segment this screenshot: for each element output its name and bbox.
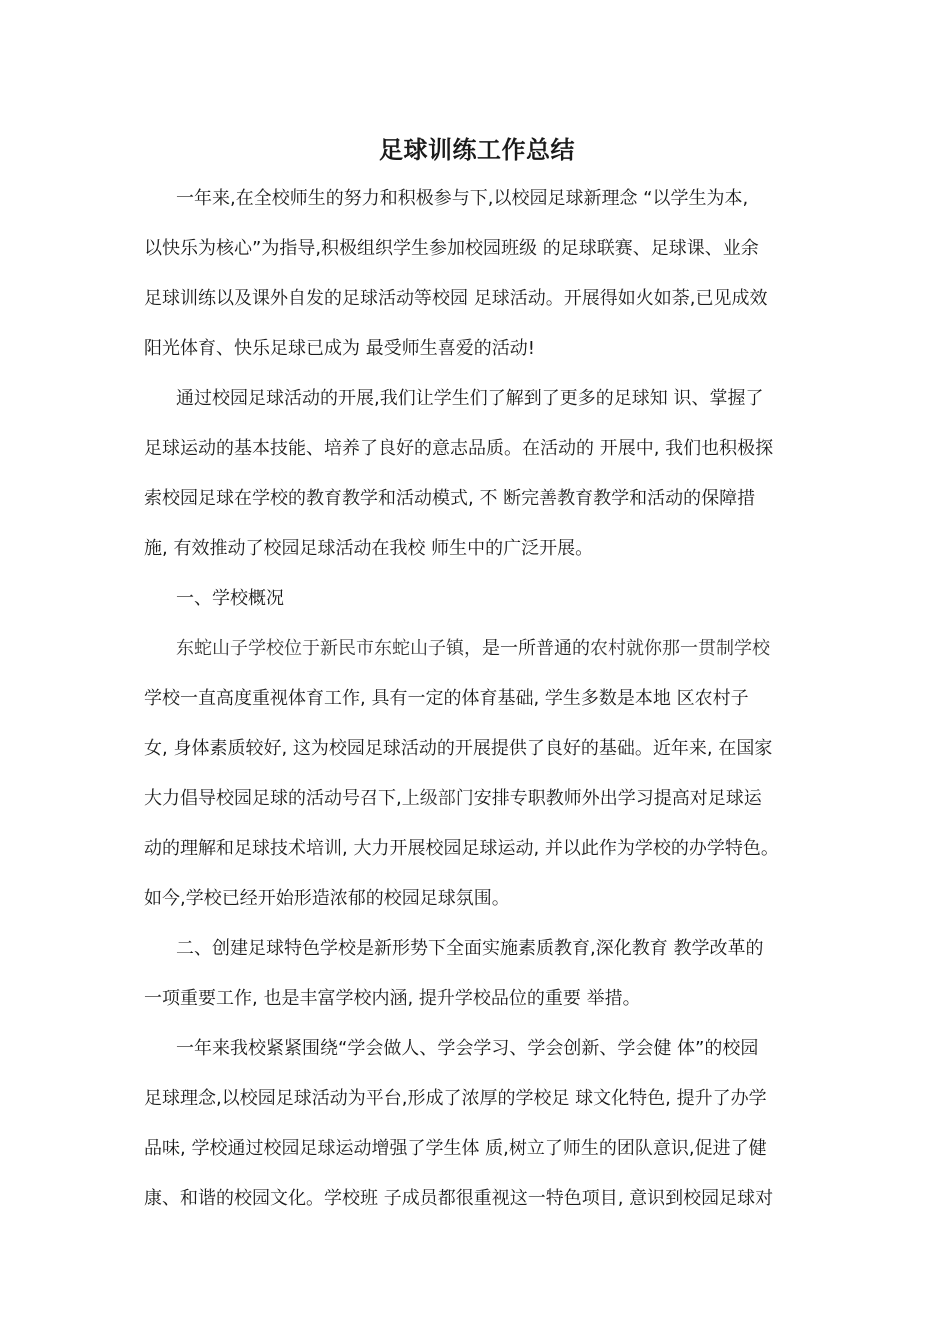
section-heading: 一、学校概况 [176, 588, 284, 609]
document-title: 足球训练工作总结 [379, 136, 575, 164]
paragraph-line: 品味, 学校通过校园足球运动增强了学生体 质,树立了师生的团队意识,促进了健 [144, 1138, 767, 1159]
section-heading-school-overview [144, 574, 810, 624]
text-run: 大力倡导校园足球的活动号召下, [144, 788, 402, 809]
text-run: 安排专职教师外出学习提高对足球运 [473, 788, 762, 809]
document-page [144, 128, 810, 1224]
text-run: 农村就你那一贯制学校 [590, 638, 770, 659]
paragraph-intro [144, 174, 810, 374]
paragraph-activities [144, 374, 810, 574]
paragraph-line: 通过校园足球活动的开展,我们让学生们了解到了更多的足球知 识、掌握了 [176, 388, 764, 409]
paragraph-line: 康、和谐的校园文化。学校班 子成员都很重视这一特色项目, 意识到校园足球对 [144, 1188, 774, 1209]
paragraph-line: 一项重要工作, 也是丰富学校内涵, 提升学校品位的重要 举措。 [144, 988, 641, 1009]
paragraph-line: 足球理念,以校园足球活动为平台,形成了浓厚的学校足 球文化特色, 提升了办学 [144, 1088, 767, 1109]
paragraph-line: 足球运动的基本技能、培养了良好的意志品质。在活动的 开展中, 我们也积极探 [144, 438, 774, 459]
paragraph-school-overview [144, 624, 810, 924]
paragraph-line: 二、创建足球特色学校是新形势下全面实施素质教育,深化教育 教学改革的 [176, 938, 764, 959]
paragraph-line: 施, 有效推动了校园足球活动在我校 师生中的广泛开展。 [144, 538, 594, 559]
paragraph-line: 女, 身体素质较好, 这为校园足球活动的开展提供了良好的基础。近年来, 在国家 [144, 738, 773, 759]
paragraph-line: 一年来,在全校师生的努力和积极参与下,以校园足球新理念 “以学生为本, [176, 188, 749, 209]
paragraph-line [144, 774, 810, 824]
text-run: 上级部门 [401, 788, 474, 809]
paragraph-characteristic-school [144, 924, 810, 1024]
text-run: 如今,学校已经开始形造浓郁的校园足球氛围 [144, 888, 492, 909]
paragraph-line: 索校园足球在学校的教育教学和活动模式, 不 断完善教育教学和活动的保障措 [144, 488, 756, 509]
paragraph-line: 以快乐为核心”为指导,积极组织学生参加校园班级 的足球联赛、足球课、业余 [144, 238, 759, 259]
paragraph-line: 阳光体育、快乐足球已成为 最受师生喜爱的活动! [144, 338, 535, 359]
paragraph-line [144, 624, 810, 674]
paragraph-school-philosophy [144, 1024, 810, 1224]
paragraph-line: 足球训练以及课外自发的足球活动等校园 足球活动。开展得如火如荼,已见成效 [144, 288, 768, 309]
paragraph-line: 学校一直高度重视体育工作, 具有一定的体育基础, 学生多数是本地 区农村子 [144, 688, 749, 709]
paragraph-line [144, 874, 810, 924]
text-run: 。 [491, 888, 510, 909]
paragraph-line: 一年来我校紧紧围绕“学会做人、学会学习、学会创新、学会健 体”的校园 [176, 1038, 759, 1059]
text-run: 东蛇山子学校位于新民市东蛇山子镇， [176, 638, 482, 659]
paragraph-line: 动的理解和足球技术培训, 大力开展校园足球运动, 并以此作为学校的办学特色。 [144, 838, 779, 859]
text-run: 是一所普通的 [482, 638, 590, 659]
